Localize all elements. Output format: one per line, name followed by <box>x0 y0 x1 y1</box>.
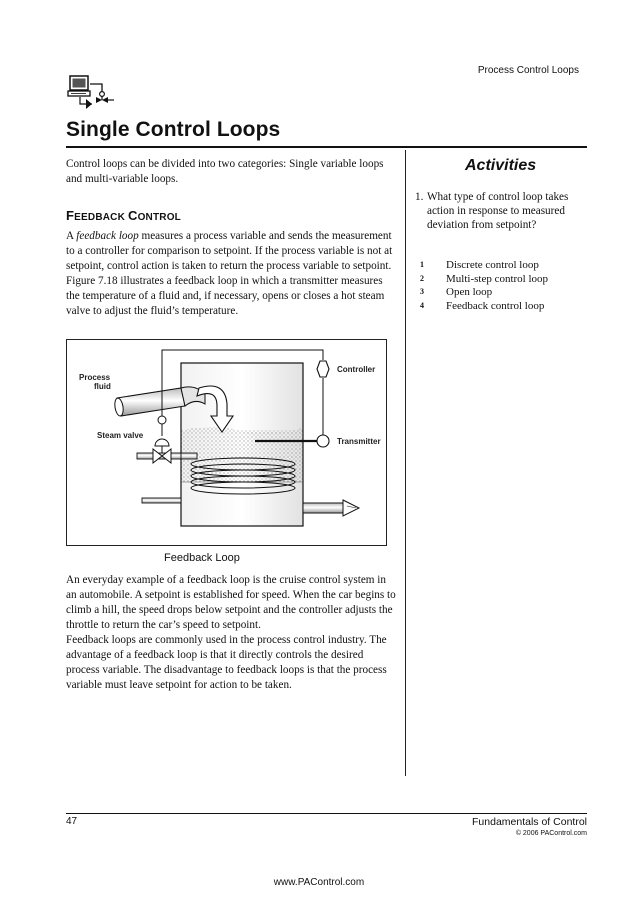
page-number: 47 <box>66 816 78 827</box>
title-rule <box>66 146 587 148</box>
copyright-notice: © 2006 PAControl.com <box>515 830 587 837</box>
transmitter-label: Transmitter <box>337 437 381 446</box>
fluid-label: fluid <box>94 382 111 391</box>
question-number: 1. <box>415 191 424 203</box>
page-title: Single Control Loops <box>66 118 281 141</box>
answer-option[interactable]: 4 Feedback control loop <box>420 299 545 312</box>
process-label: Process <box>79 373 111 382</box>
feedback-term: feedback loop <box>76 230 139 242</box>
footer-rule <box>66 813 587 814</box>
question-text: What type of control loop takes action in response to measured deviation from setpoint? <box>427 191 569 231</box>
answer-option[interactable]: 3 Open loop <box>420 286 493 298</box>
advantages-paragraph: Feedback loops are commonly used in the process control industry. The advantage of a feedback loop is that it directly controls the desired process variable. The disadvantage to feedback loops is that the process variable must leave setpoint for action to be taken. <box>66 634 387 691</box>
activities-heading: Activities <box>465 157 537 174</box>
feedback-paragraph: A feedback loop measures a process variable and sends the measurement to a controller for comparison to setpoint. If the process variable is not at setpoint, control action is taken to return the process variable to setpoint. Figure 7.18 illustrates a feedback loop in which a transmitter measures the temperature of a fluid and, if necessary, opens or closes a hot steam valve to adjust the fluid’s temperature. <box>66 230 393 317</box>
feedback-loop-figure <box>66 339 387 546</box>
steam-valve-label: Steam valve <box>97 431 144 440</box>
section-heading: FEEDBACK CONTROL <box>66 208 181 223</box>
logo-icon <box>66 72 116 112</box>
footer-book-title: Fundamentals of Control <box>472 816 587 828</box>
cruise-control-paragraph: An everyday example of a feedback loop is the cruise control system in an automobile. A setpoint is established for speed. When the car begins to climb a hill, the speed drops below setpoint and the controller adjusts the throttle to return the car’s speed to setpoint. <box>66 574 396 631</box>
figure-caption: Feedback Loop <box>164 552 240 564</box>
column-divider <box>405 150 406 776</box>
answer-list <box>420 258 590 312</box>
running-header: Process Control Loops <box>477 65 579 76</box>
transmitter-icon <box>317 435 329 447</box>
website-link[interactable]: www.PAControl.com <box>273 877 365 888</box>
answer-option[interactable]: 2 Multi-step control loop <box>420 272 549 285</box>
controller-icon <box>317 361 329 377</box>
answer-option[interactable]: 1 Discrete control loop <box>420 259 539 271</box>
controller-label: Controller <box>337 365 376 374</box>
intro-paragraph: Control loops can be divided into two categories: Single variable loops and multi-variable loops. <box>66 158 384 185</box>
activity-question <box>415 190 587 232</box>
